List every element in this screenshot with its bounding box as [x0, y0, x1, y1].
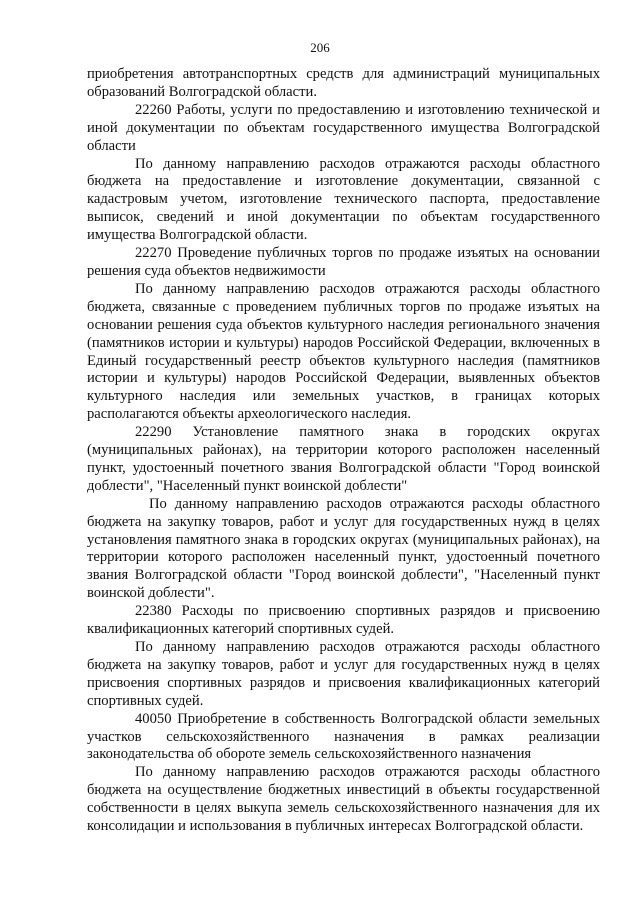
section-description-22380: По данному направлению расходов отражаются расходы областного бюджета на закупку товаров, работ и услуг для государственных нужд в целях присвоения спортивных разрядов и присвоения квалификационных категорий спортивных судей.: [87, 639, 600, 709]
section-heading-40050: 40050 Приобретение в собственность Волгоградской области земельных участков сельскохозяйственного назначения в рамках реализации законодательства об обороте земель сельскохозяйственного назначения: [87, 710, 600, 763]
page-number: 206: [310, 40, 330, 55]
section-description-22290: По данному направлению расходов отражаются расходы областного бюджета на закупку товаров, работ и услуг для государственных нужд в целях установления памятного знака в городских округах (муниципальных районах), на территории которого расположен населенный пункт, удостоенный почетного звания Волгоградской области "Город воинской доблести", "Населенный пункт воинской доблести".: [87, 495, 600, 602]
section-heading-22270: 22270 Проведение публичных торгов по продаже изъятых на основании решения суда объектов недвижимости: [87, 245, 600, 279]
section-description-22260: По данному направлению расходов отражаются расходы областного бюджета на предоставление и изготовление документации, связанной с кадастровым учетом, изготовление технического паспорта, предоставление выписок, сведений и иной документации по объектам государственного имущества Волгоградской области.: [87, 155, 600, 244]
section-description-22270: По данному направлению расходов отражаются расходы областного бюджета, связанные с проведением публичных торгов по продаже изъятых на основании решения суда объектов культурного наследия регионального значения (памятников истории и культуры) народов Российской Федерации, включенных в Единый государственный реестр объектов культурного наследия (памятников истории и культуры) народов Российской Федерации, выявленных объектов культурного наследия или земельных участков, в границах которых располагаются объекты археологического наследия.: [87, 280, 600, 423]
section-heading-22260: 22260 Работы, услуги по предоставлению и изготовлению технической и иной документации по объектам государственного имущества Волгоградской области: [87, 101, 600, 154]
document-body: [87, 66, 600, 836]
section-heading-22380: 22380 Расходы по присвоению спортивных разрядов и присвоению квалификационных категорий спортивных судей.: [87, 603, 600, 638]
section-heading-22290: 22290 Установление памятного знака в городских округах (муниципальных районах), на территории которого расположен населенный пункт, удостоенный почетного звания Волгоградской области "Город воинской доблести", "Населенный пункт воинской доблести": [87, 424, 600, 494]
paragraph-continuation: приобретения автотранспортных средств для администраций муниципальных образований Волгоградской области.: [87, 66, 600, 100]
section-description-40050: По данному направлению расходов отражаются расходы областного бюджета на осуществление бюджетных инвестиций в объекты государственной собственности в целях выкупа земель сельскохозяйственного назначения для их консолидации и использования в публичных интересах Волгоградской области.: [87, 764, 600, 835]
